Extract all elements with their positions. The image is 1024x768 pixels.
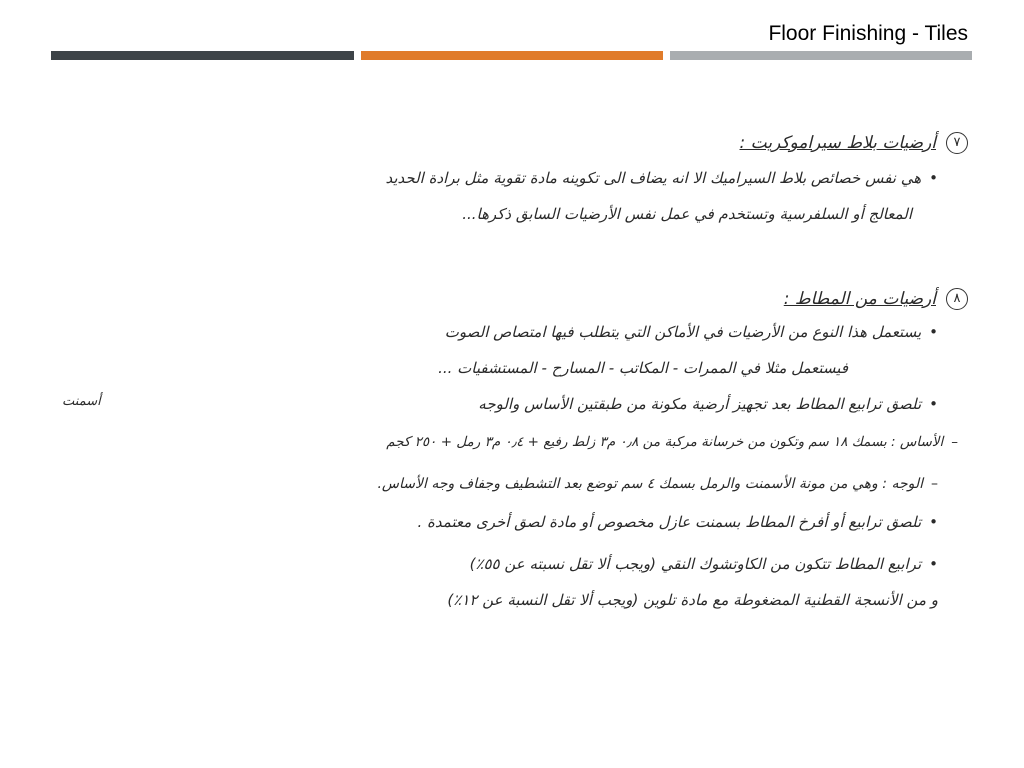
section-8-line-1: •يستعمل هذا النوع من الأرضيات في الأماكن التي يتطلب فيها امتصاص الصوت	[444, 323, 938, 341]
section-7-heading: ٧أرضيات بلاط سيراموكريت :	[740, 132, 968, 154]
header-bar-dark	[51, 51, 354, 60]
section-8-line-6: •تلصق ترابيع أو أفرخ المطاط بسمنت عازل مخصوص أو مادة لصق أخرى معتمدة .	[417, 513, 938, 531]
header-bar-gray	[670, 51, 972, 60]
section-7-number: ٧	[946, 132, 968, 154]
dash-icon: –	[931, 476, 938, 492]
section-7-line-2: المعالج أو السلفرسية وتستخدم في عمل نفس الأرضيات السابق ذكرها...	[462, 205, 912, 223]
handwritten-notes-scan	[56, 110, 968, 630]
section-8-line-4: –الأساس : بسمك ١٨ سم وتكون من خرسانة مركبة من ٠٫٨ م٣ زلط رفيع + ٠٫٤ م٣ رمل + ٢٥٠ كجم	[386, 434, 958, 450]
section-8-line-2: فيستعمل مثلا في الممرات - المكاتب - المسارح - المستشفيات ...	[438, 359, 848, 377]
section-8-line-8: و من الأنسجة القطنية المضغوطة مع مادة تلوين (ويجب ألا تقل النسبة عن ١٢٪)	[447, 591, 938, 609]
bullet-icon: •	[929, 555, 938, 573]
bullet-icon: •	[929, 513, 938, 531]
section-8-line-5: –الوجه : وهي من مونة الأسمنت والرمل بسمك ٤ سم توضع بعد التشطيف وجفاف وجه الأساس.	[377, 476, 938, 492]
section-8-number: ٨	[946, 288, 968, 310]
section-8-line-7: •ترابيع المطاط تتكون من الكاوتشوك النقي (ويجب ألا تقل نسبته عن ٥٥٪)	[469, 555, 938, 573]
slide-title: Floor Finishing - Tiles	[768, 22, 968, 45]
section-7-line-1: •هي نفس خصائص بلاط السيراميك الا انه يضاف الى تكوينه مادة تقوية مثل برادة الحديد	[385, 169, 938, 187]
bullet-icon: •	[929, 395, 938, 413]
section-8-line-3: •تلصق ترابيع المطاط بعد تجهيز أرضية مكونة من طبقتين الأساس والوجه	[478, 395, 938, 413]
header-bar-orange	[361, 51, 663, 60]
bullet-icon: •	[929, 323, 938, 341]
bullet-icon: •	[929, 169, 938, 187]
dash-icon: –	[951, 434, 958, 450]
section-8-heading: ٨أرضيات من المطاط :	[784, 288, 968, 310]
margin-note: أسمنت	[62, 394, 101, 409]
